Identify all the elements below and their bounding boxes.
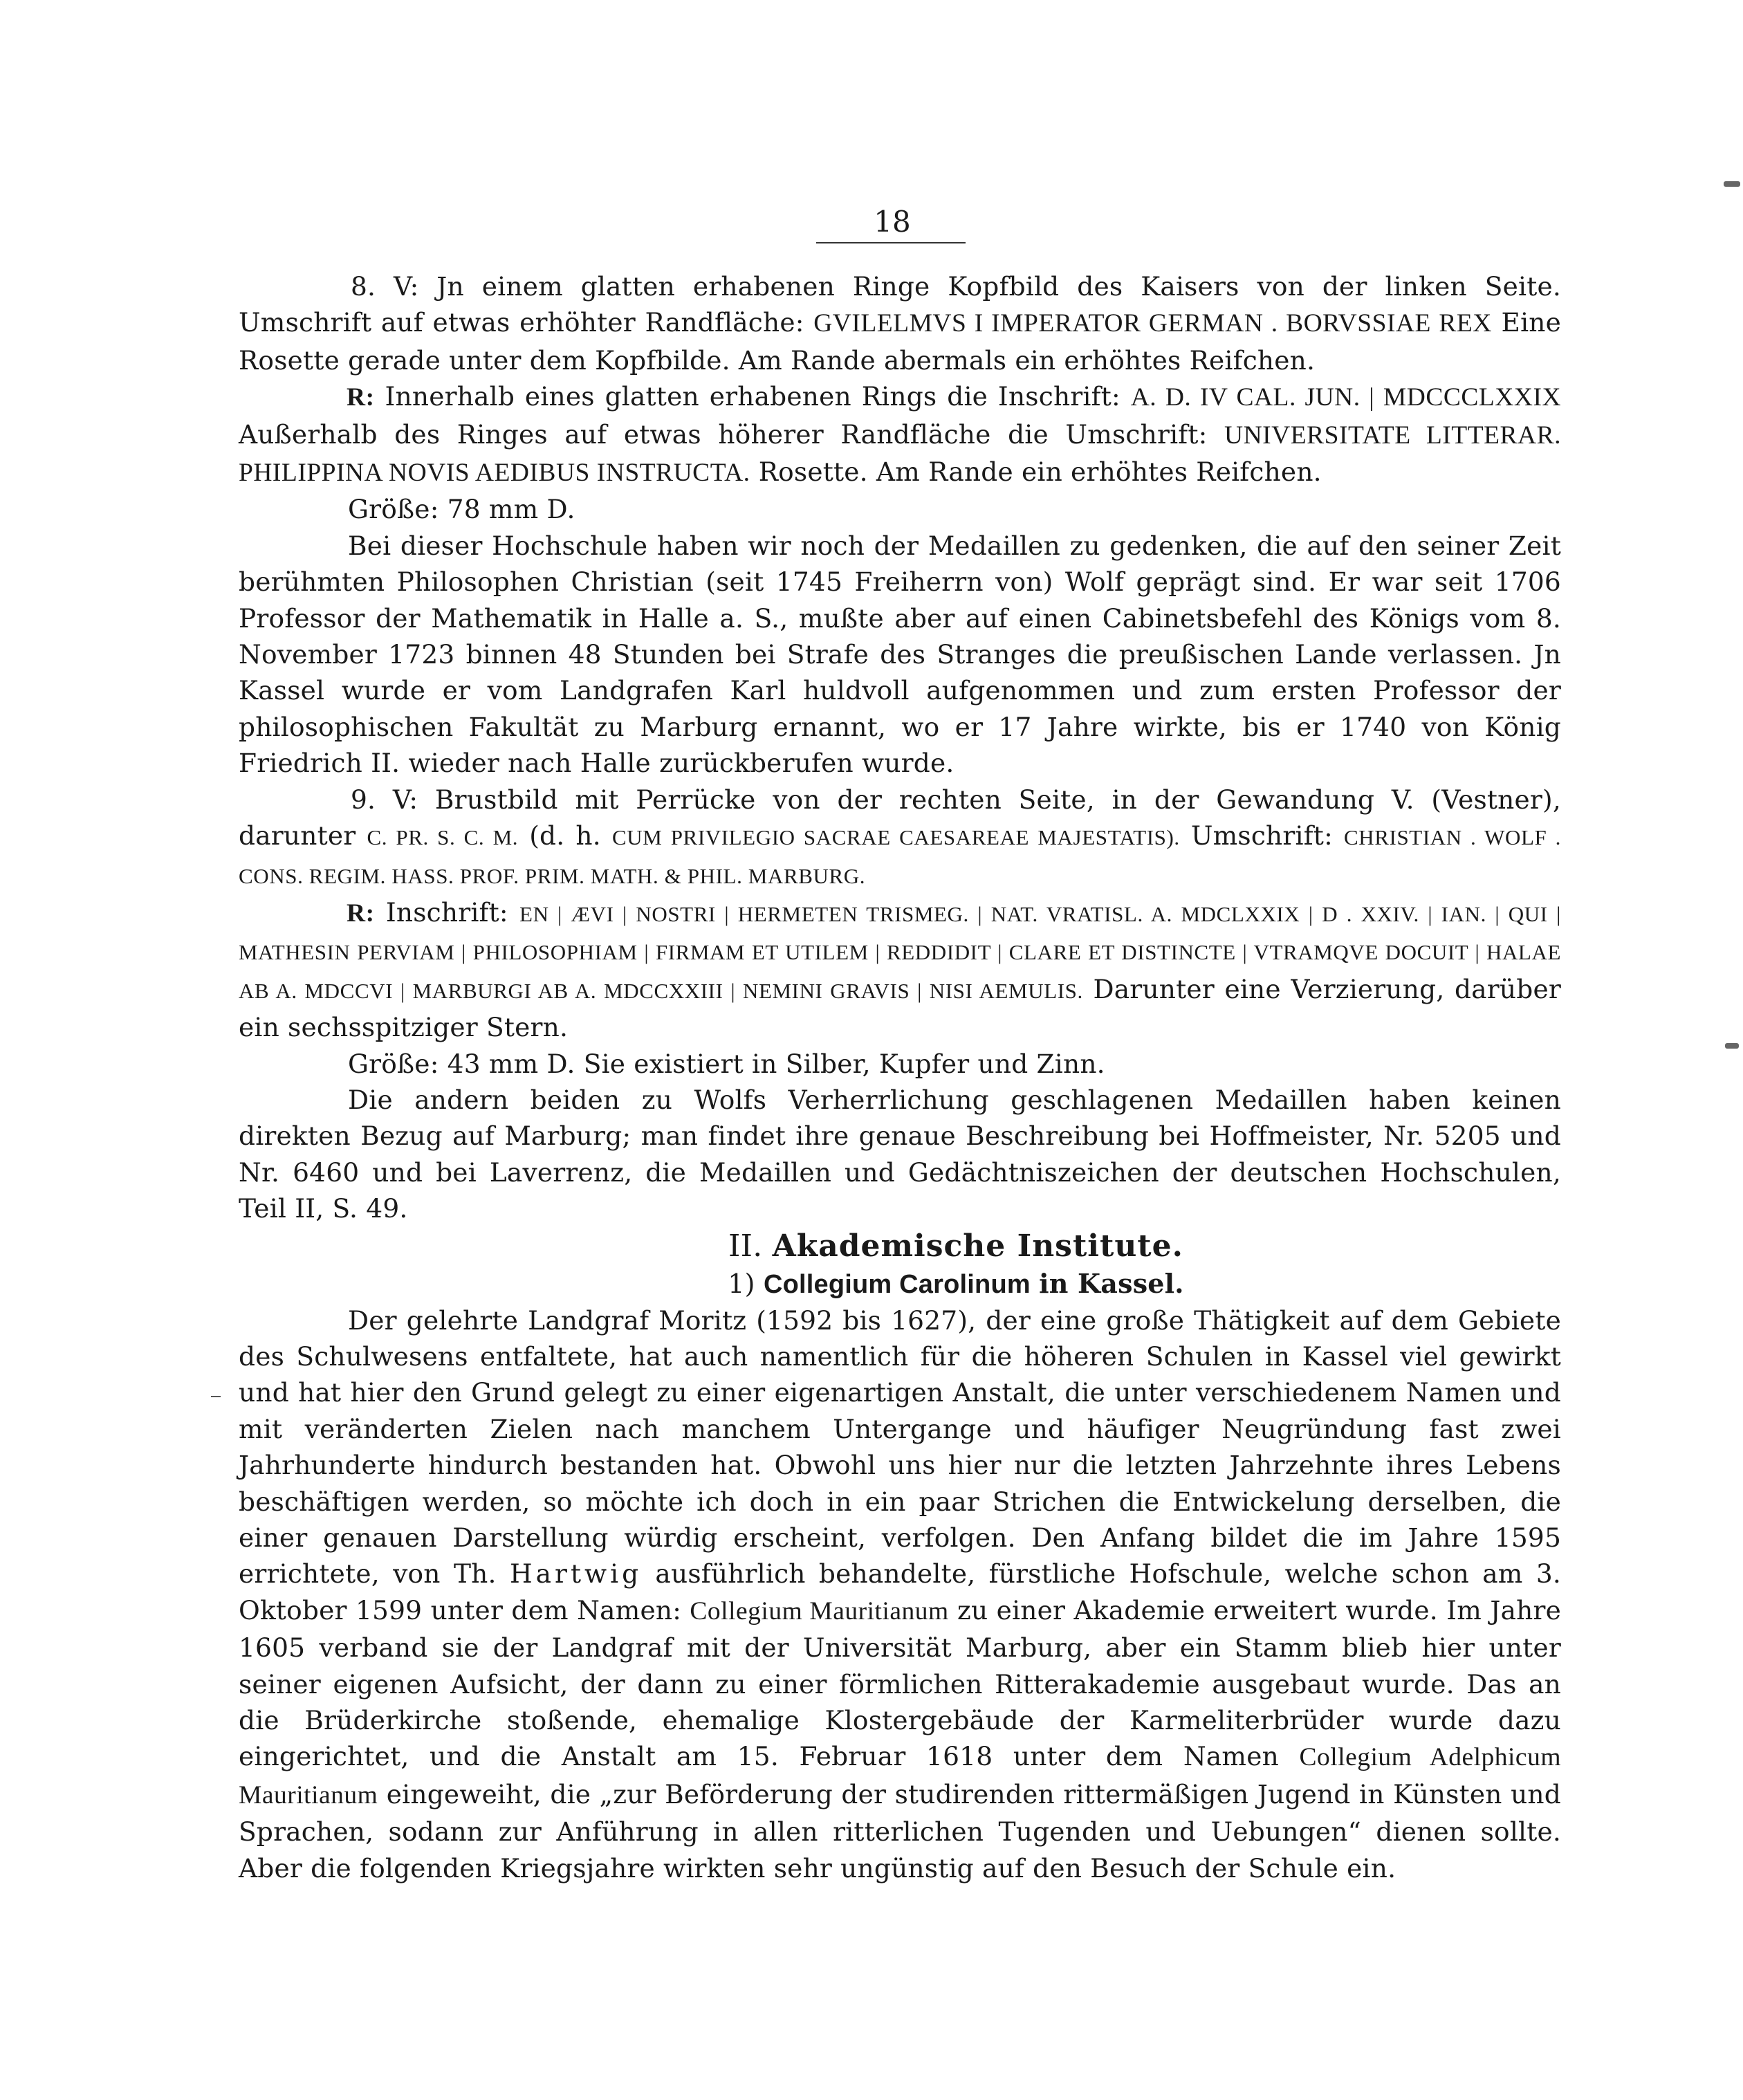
reverse-legend: UNIVERSITATE LITTERAR. PHILIPPINA NOVIS AEDIBUS INSTRUCTA. bbox=[239, 421, 1561, 488]
section-heading: II. Akademische Institute. bbox=[728, 1228, 1183, 1264]
paragraph-item-8-obverse: 8. V: Jn einem glatten erhabenen Ringe Kopfbild des Kaisers von der linken Seite. Umschrift auf etwas erhöhter Randfläche: GVILELMVS I IMPERATOR GERMAN . BORVSSIAE REX Eine Rosette gerade unter dem Kopfbilde. Am Rande abermals ein erhöhtes Reifchen. bbox=[239, 271, 1562, 376]
paragraph-item-9-obverse: 9. V: Brustbild mit Perrücke von der rechten Seite, in der Gewandung V. (Vestner), darunter C. PR. S. C. M. (d. h. CUM PRIVILEGIO SACRAE CAESAREAE MAJESTATIS). Umschrift: CHRISTIAN . WOLF . CONS. REGIM. HASS. PROF. PRIM. MATH. & PHIL. MARBURG. bbox=[239, 784, 1562, 888]
reverse-inscription: A. D. IV CAL. JUN. | MDCCCLXXIX bbox=[1130, 383, 1562, 412]
page-number: 18 bbox=[874, 205, 911, 239]
edge-mark bbox=[1724, 181, 1740, 187]
body-text bbox=[239, 268, 1561, 1886]
edge-mark bbox=[1725, 1043, 1739, 1049]
obverse-legend-wolf: CHRISTIAN . WOLF . CONS. REGIM. HASS. PROF. PRIM. MATH. & PHIL. MARBURG. bbox=[239, 825, 1562, 888]
author-name: Hartwig bbox=[509, 1558, 643, 1590]
paragraph-wolf: Bei dieser Hochschule haben wir noch der Medaillen zu gedenken, die auf den seiner Zeit berühmten Philosophen Christian (seit 1745 Freiherrn von) Wolf geprägt sind. Er war seit 1706 Professor der Mathematik in Halle a. S., mußte aber auf einen Cabinetsbefehl des Königs vom 8. November 1723 binnen 48 Stunden bei Strafe des Stranges die preußischen Lande verlassen. Jn Kassel wurde er vom Landgrafen Karl huldvoll aufgenommen und zum ersten Professor der philosophischen Fakultät zu Marburg ernannt, wo er 17 Jahre wirkte, bis er 1740 von König Friedrich II. wieder nach Halle zurückberufen wurde. bbox=[239, 530, 1561, 779]
paragraph-item-8-reverse: R: Innerhalb eines glatten erhabenen Rings die Inschrift: A. D. IV CAL. JUN. | MDCCCLXXIX Außerhalb des Ringes auf etwas höherer Randfläche die Umschrift: UNIVERSITATE LITTERAR. PHILIPPINA NOVIS AEDIBUS INSTRUCTA. Rosette. Am Rande ein erhöhtes Reifchen. bbox=[239, 381, 1562, 488]
paragraph-carolinum: Der gelehrte Landgraf Moritz (1592 bis 1627), der eine große Thätigkeit auf dem Gebiete des Schulwesens entfaltete, hat auch namentlich für die höheren Schulen in Kassel viel gewirkt und hat hier den Grund gelegt zu einer eigenartigen Anstalt, die unter verschiedenem Namen und mit veränderten Zielen nach manchem Untergange und häufiger Neugründung fast zwei Jahrhunderte hindurch bestanden hat. Obwohl uns hier nur die letzten Jahrzehnte ihres Lebens beschäftigen werden, so möchte ich doch in ein paar Strichen die Entwickelung derselben, die einer genauen Darstellung würdig erscheint, verfolgen. Den Anfang bildet die im Jahre 1595 errichtete, von Th. Hartwig ausführlich behandelte, fürstliche Hofschule, welche schon am 3. Oktober 1599 unter dem Namen: Collegium Mauritianum zu einer Akademie erweitert wurde. Im Jahre 1605 verband sie der Landgraf mit der Universität Marburg, aber ein Stamm blieb hier unter seiner eigenen Aufsicht, der dann zu einer förmlichen Ritterakademie ausgebaut wurde. Das an die Brüderkirche stoßende, ehemalige Klostergebäude der Karmeliterbrüder wurde dazu eingerichtet, und die Anstalt am 15. Februar 1618 unter dem Namen Collegium Adelphicum Mauritianum eingeweiht, die „zur Beförderung der studirenden rittermäßigen Jugend in Künsten und Sprachen, sodann zur Anführung in allen ritterlichen Tugenden und Uebungen“ dienen sollte. Aber die folgenden Kriegsjahre wirkten sehr ungünstig auf den Besuch der Schule ein. bbox=[239, 1305, 1562, 1883]
subsection-heading: 1) Collegium Carolinum in Kassel. bbox=[728, 1267, 1184, 1299]
paragraph-other-medals: Die andern beiden zu Wolfs Verherrlichung geschlagenen Medaillen haben keinen direkten Bezug auf Marburg; man findet ihre genaue Beschreibung bei Hoffmeister, Nr. 5205 und Nr. 6460 und bei Laverrenz, die Medaillen und Gedächtniszeichen der deutschen Hochschulen, Teil II, S. 49. bbox=[239, 1084, 1561, 1224]
reverse-legend-wolf: EN | ÆVI | NOSTRI | HERMETEN TRISMEG. | NAT. VRATISL. A. MDCLXXIX | D . XXIV. | IAN. | QUI | MATHESIN PERVIAM | PHILOSOPHIAM | FIRMAM ET UTILEM | REDDIDIT | CLARE ET DISTINCTE | VTRAMQVE DOCUIT | HALAE AB A. MDCCVI | MARBURGI AB A. MDCCXXIII | NEMINI GRAVIS | NISI AEMULIS. bbox=[239, 901, 1561, 1003]
page-number-rule bbox=[816, 242, 966, 243]
paragraph-item-8-size: Größe: 78 mm D. bbox=[348, 494, 575, 525]
obverse-legend: GVILELMVS I IMPERATOR GERMAN . BORVSSIAE REX bbox=[813, 309, 1492, 338]
margin-mark bbox=[211, 1396, 221, 1397]
paragraph-item-9-reverse: R: Inschrift: EN | ÆVI | NOSTRI | HERMETEN TRISMEG. | NAT. VRATISL. A. MDCLXXIX | D . XXIV. | IAN. | QUI | MATHESIN PERVIAM | PHILOSOPHIAM | FIRMAM ET UTILEM | REDDIDIT | CLARE ET DISTINCTE | VTRAMQVE DOCUIT | HALAE AB A. MDCCVI | MARBURGI AB A. MDCCXXIII | NEMINI GRAVIS | NISI AEMULIS. Darunter eine Verzierung, darüber ein sechsspitziger Stern. bbox=[239, 896, 1561, 1043]
paragraph-item-9-size: Größe: 43 mm D. Sie existiert in Silber, Kupfer und Zinn. bbox=[348, 1048, 1105, 1079]
